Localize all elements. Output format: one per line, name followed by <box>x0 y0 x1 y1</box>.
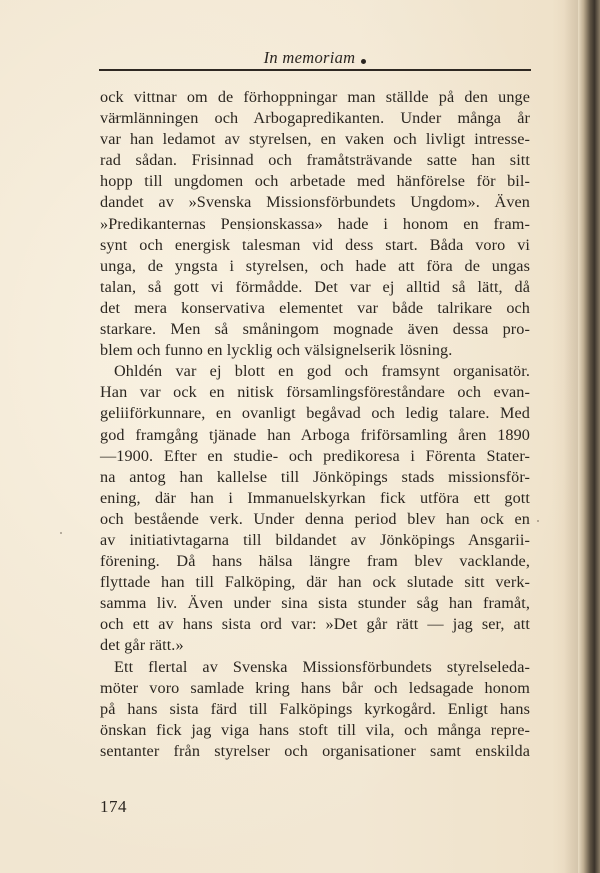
text-line: samma liv. Även under sina sista stunder såg han framåt, <box>100 594 530 613</box>
text-line: det går rätt.» <box>100 636 184 655</box>
text-line: av initiativtagarna till bildandet av Jönköpings Ansgarii- <box>100 530 530 549</box>
text-line: på hans sista färd till Falköpings kyrkogård. Enligt hans <box>100 699 530 718</box>
body-text <box>100 87 530 762</box>
text-line: —1900. Efter en studie- och predikoresa i Förenta Stater- <box>100 446 530 465</box>
ink-dot-icon <box>361 59 366 64</box>
text-line: önskan fick jag viga hans stoft till vila, och många repre- <box>100 720 530 739</box>
page-number: 174 <box>100 797 127 816</box>
text-line: Han var ock en nitisk församlingsföreståndare och evan- <box>100 383 530 402</box>
text-line: »Predikanternas Pensionskassa» hade i honom en fram- <box>100 214 530 233</box>
header-rule <box>99 69 531 71</box>
book-spine <box>578 0 600 873</box>
text-line: var han ledamot av styrelsen, en vaken och livligt intresse- <box>100 130 530 149</box>
paper-speck <box>115 117 117 119</box>
text-line: värmlänningen och Arbogapredikanten. Under många år <box>100 109 530 128</box>
text-line: geliiförkunnare, en ovanligt begåvad och ledig talare. Med <box>100 404 530 423</box>
text-line: synt och energisk talesman vid dess start. Båda voro vi <box>100 235 530 254</box>
text-line: det mera konservativa elementet var både talrikare och <box>100 298 530 317</box>
text-line: ock vittnar om de förhoppningar man ställde på den unge <box>100 88 530 106</box>
running-head-title: In memoriam <box>263 48 356 67</box>
text-line: Ett flertal av Svenska Missionsförbundets styrelseleda- <box>114 657 530 676</box>
text-line: blem och funno en lycklig och välsignelserik lösning. <box>100 341 453 360</box>
paper-speck <box>60 532 62 534</box>
paper-speck <box>537 520 539 522</box>
text-line: flyttade han till Falköping, där han ock slutade sitt verk- <box>100 573 530 592</box>
text-line: och ett av hans sista ord var: »Det går rätt — jag ser, att <box>100 615 530 634</box>
text-line: talan, så gott vi förmådde. Det var ej alltid så lätt, då <box>100 277 530 296</box>
text-line: dandet av »Svenska Missionsförbundets Ungdom». Även <box>100 193 530 212</box>
text-line: Ohldén var ej blott en god och framsynt organisatör. <box>114 362 530 381</box>
page-gutter-shadow <box>564 0 578 873</box>
text-line: hopp till ungdomen och arbetade med hänförelse för bil- <box>100 172 530 191</box>
text-line: möter voro samlade kring hans bår och ledsagade honom <box>100 678 530 697</box>
text-line: förening. Då hans hälsa längre fram blev vacklande, <box>100 552 530 571</box>
text-line: rad sådan. Frisinnad och framåtsträvande satte han sitt <box>100 151 530 170</box>
paper-speck <box>248 230 249 231</box>
text-line: starkare. Men så småningom mognade även dessa pro- <box>100 320 530 339</box>
text-line: och bestående verk. Under denna period blev han ock en <box>100 509 530 528</box>
text-line: sentanter från styrelser och organisationer samt enskilda <box>100 741 530 760</box>
text-line: unga, de yngsta i styrelsen, och hade att föra de ungas <box>100 256 530 275</box>
text-line: god framgång tjänade han Arboga friförsamling åren 1890 <box>100 425 530 444</box>
text-line: ening, där han i Immanuelskyrkan fick utföra ett gott <box>100 488 530 507</box>
text-line: na antog han kallelse till Jönköpings stads missionsför- <box>100 467 530 486</box>
running-head <box>100 48 530 68</box>
